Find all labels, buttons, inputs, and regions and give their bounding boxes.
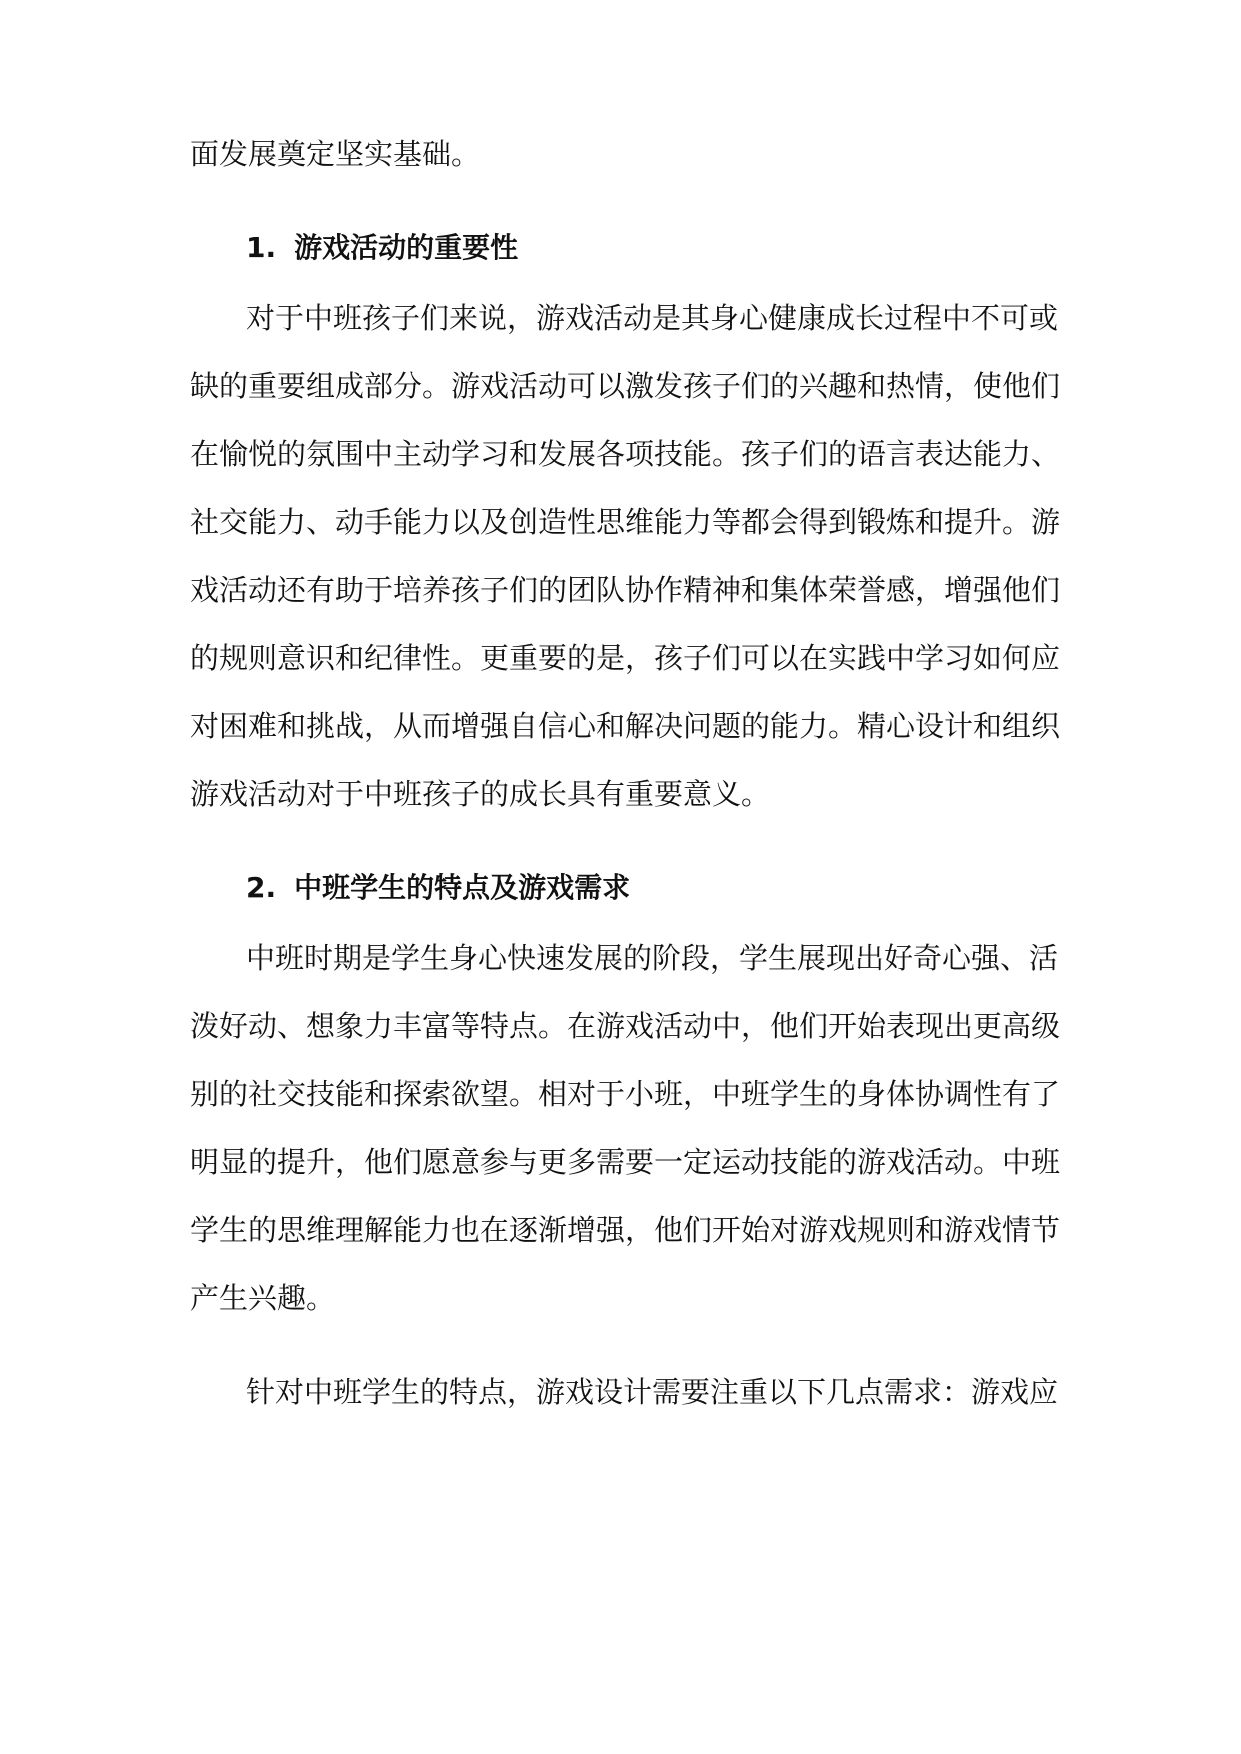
section-2-line: 学生的思维理解能力也在逐渐增强，他们开始对游戏规则和游戏情节 — [190, 1213, 1061, 1247]
section-1-line: 缺的重要组成部分。游戏活动可以激发孩子们的兴趣和热情，使他们 — [190, 369, 1061, 403]
section-2-line: 产生兴趣。 — [190, 1281, 336, 1315]
section-1-line: 社交能力、动手能力以及创造性思维能力等都会得到锻炼和提升。游 — [190, 505, 1061, 539]
section-2-heading — [246, 868, 630, 908]
section-1-line: 对困难和挑战，从而增强自信心和解决问题的能力。精心设计和组织 — [190, 709, 1061, 743]
intro-line: 面发展奠定坚实基础。 — [190, 137, 481, 171]
section-1-heading — [246, 228, 518, 268]
section-2-line: 泼好动、想象力丰富等特点。在游戏活动中，他们开始表现出更高级 — [190, 1009, 1061, 1043]
section-2-line: 明显的提升，他们愿意参与更多需要一定运动技能的游戏活动。中班 — [190, 1145, 1061, 1179]
section-1-number: 1. — [246, 231, 277, 264]
section-1-title: 游戏活动的重要性 — [294, 231, 519, 264]
section-2-number: 2. — [246, 871, 277, 904]
section-2-line: 中班时期是学生身心快速发展的阶段，学生展现出好奇心强、活 — [246, 941, 1059, 975]
section-1-line: 游戏活动对于中班孩子的成长具有重要意义。 — [190, 777, 771, 811]
section-1-line: 在愉悦的氛围中主动学习和发展各项技能。孩子们的语言表达能力、 — [190, 437, 1061, 471]
section-1-line: 戏活动还有助于培养孩子们的团队协作精神和集体荣誉感，增强他们 — [190, 573, 1061, 607]
section-1-line: 对于中班孩子们来说，游戏活动是其身心健康成长过程中不可或 — [246, 301, 1059, 335]
section-1-line: 的规则意识和纪律性。更重要的是，孩子们可以在实践中学习如何应 — [190, 641, 1061, 675]
section-2-title: 中班学生的特点及游戏需求 — [294, 871, 631, 904]
section-2-line: 别的社交技能和探索欲望。相对于小班，中班学生的身体协调性有了 — [190, 1077, 1061, 1111]
section-2-line: 针对中班学生的特点，游戏设计需要注重以下几点需求：游戏应 — [246, 1375, 1059, 1409]
